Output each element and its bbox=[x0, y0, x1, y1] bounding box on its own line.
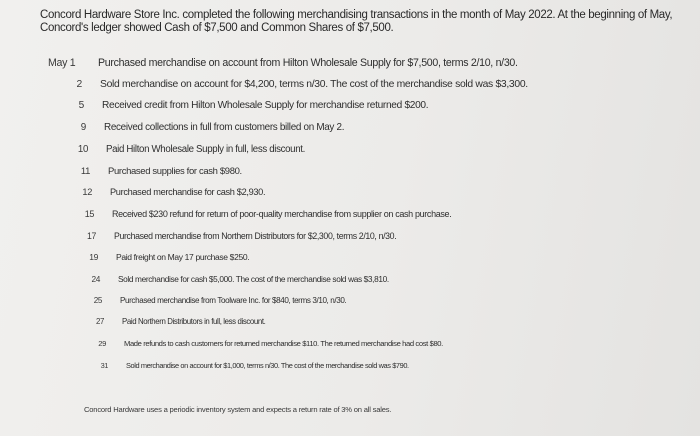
transaction-description: Paid freight on May 17 purchase $250. bbox=[116, 252, 250, 263]
footer-note bbox=[84, 405, 391, 414]
transaction-date: 29 bbox=[98, 339, 106, 349]
transaction-description: Received collections in full from customers billed on May 2. bbox=[104, 122, 345, 134]
transaction-description: Purchased merchandise on account from Hilton Wholesale Supply for $7,500, terms 2/10, n/30. bbox=[98, 57, 518, 69]
transaction-description: Purchased merchandise from Northern Distributors for $2,300, terms 2/10, n/30. bbox=[114, 230, 397, 241]
transaction-description: Made refunds to cash customers for returned merchandise $110. The returned merchandise had cost $80. bbox=[124, 339, 443, 349]
intro-line-1: Concord Hardware Store Inc. completed the following merchandising transactions in the month of May 2022. At the beginning of May, bbox=[40, 9, 673, 21]
transaction-date: 2 bbox=[76, 78, 82, 90]
transaction-description: Purchased merchandise from Toolware Inc. for $840, terms 3/10, n/30. bbox=[120, 295, 347, 305]
transaction-description: Received credit from Hilton Wholesale Supply for merchandise returned $200. bbox=[102, 100, 429, 112]
transaction-description: Sold merchandise on account for $4,200, terms n/30. The cost of the merchandise sold was $3,300. bbox=[100, 78, 528, 90]
transaction-description: Purchased merchandise for cash $2,930. bbox=[110, 187, 266, 198]
transaction-date: 24 bbox=[91, 274, 100, 284]
transaction-date: 12 bbox=[82, 187, 92, 198]
transaction-date: 31 bbox=[100, 360, 108, 370]
transaction-date: 5 bbox=[78, 100, 84, 112]
transaction-description: Received $230 refund for return of poor-quality merchandise from supplier on cash purchase. bbox=[112, 208, 452, 219]
transaction-date: 17 bbox=[86, 230, 96, 241]
transaction-date: 15 bbox=[84, 208, 94, 219]
transaction-description: Paid Hilton Wholesale Supply in full, less discount. bbox=[106, 143, 305, 155]
intro-line-2: Concord's ledger showed Cash of $7,500 and Common Shares of $7,500. bbox=[40, 22, 394, 34]
transaction-date: 19 bbox=[89, 252, 98, 263]
transaction-date: May 1 bbox=[48, 57, 76, 69]
transaction-date: 9 bbox=[80, 122, 86, 134]
transaction-description: Sold merchandise for cash $5,000. The cost of the merchandise sold was $3,810. bbox=[118, 274, 389, 284]
transaction-date: 10 bbox=[77, 143, 88, 155]
transaction-date: 11 bbox=[80, 165, 90, 177]
transaction-date: 27 bbox=[96, 317, 104, 327]
transaction-description: Paid Northern Distributors in full, less discount. bbox=[122, 317, 266, 327]
footer-note-text: Concord Hardware uses a periodic inventory system and expects a return rate of 3% on all sales. bbox=[84, 405, 392, 414]
transaction-description: Purchased supplies for cash $980. bbox=[108, 165, 242, 177]
transaction-description: Sold merchandise on account for $1,000, terms n/30. The cost of the merchandise sold was $790. bbox=[126, 360, 409, 370]
transaction-date: 25 bbox=[93, 295, 102, 305]
